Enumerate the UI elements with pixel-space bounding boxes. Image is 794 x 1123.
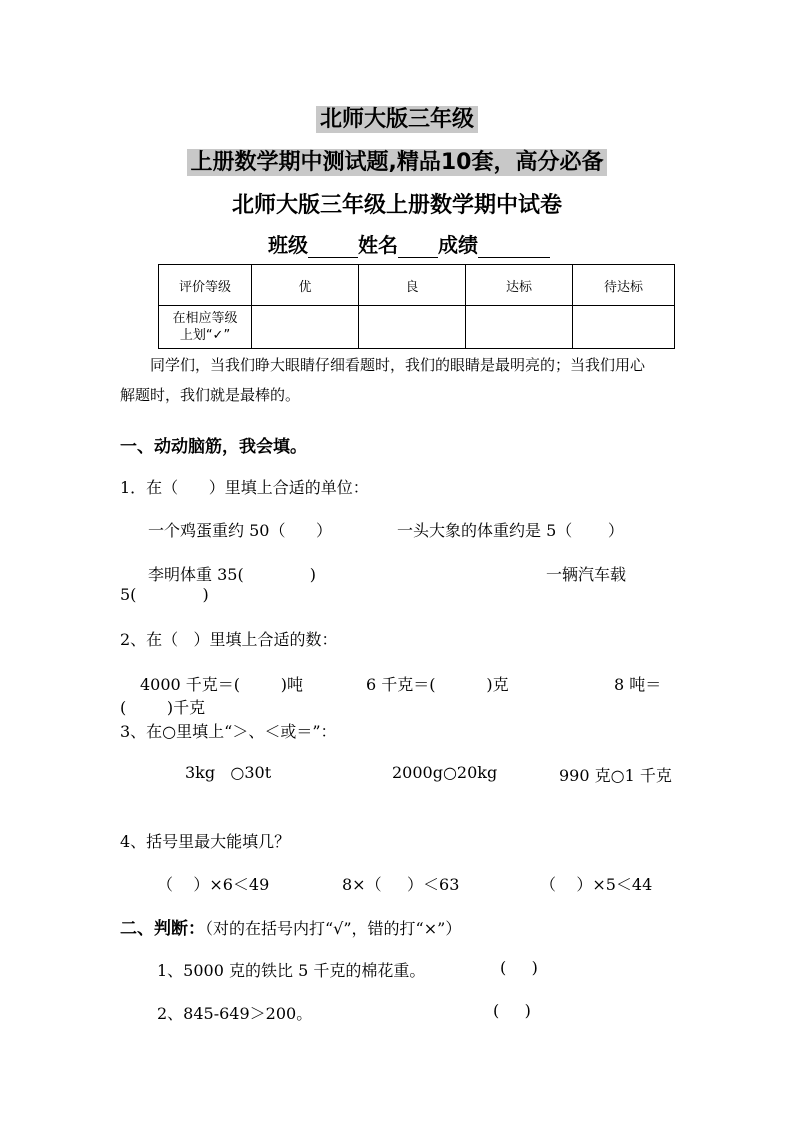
question-1d: 一辆汽车载 bbox=[546, 565, 627, 584]
question-4a: （ ）×6＜49 bbox=[157, 875, 270, 894]
question-1: 1．在（ ）里填上合适的单位： bbox=[120, 478, 369, 497]
question-1c: 李明体重 35( ) bbox=[148, 565, 317, 584]
question-3c: 990 克○1 千克 bbox=[559, 766, 672, 785]
score-blank[interactable] bbox=[478, 239, 550, 258]
question-2d: ( )千克 bbox=[120, 698, 206, 717]
section-2-title bbox=[120, 914, 461, 939]
title-line-1 bbox=[0, 102, 794, 133]
question-2: 2、在（ ）里填上合适的数： bbox=[120, 630, 338, 649]
judgement-1-answer[interactable]: ( ) bbox=[500, 958, 538, 977]
section-2-title-bold: 二、判断： bbox=[120, 919, 205, 939]
title-line-2-text: 上册数学期中测试题,精品10套，高分必备 bbox=[187, 149, 608, 176]
question-4: 4、括号里最大能填几？ bbox=[120, 832, 291, 851]
table-cell: 达标 bbox=[466, 265, 573, 306]
mark-cell[interactable] bbox=[573, 306, 675, 349]
question-1b: 一头大象的体重约是 5（ ） bbox=[397, 521, 624, 540]
title-line-1-text: 北师大版三年级 bbox=[316, 106, 478, 133]
question-3a: 3kg ○30t bbox=[185, 763, 272, 782]
table-cell: 评价等级 bbox=[159, 265, 252, 306]
question-3: 3、在○里填上“＞、＜或＝”： bbox=[120, 722, 337, 741]
student-info-line bbox=[268, 229, 550, 258]
question-2c: 8 吨＝ bbox=[614, 675, 662, 694]
intro-line-2: 解题时，我们就是最棒的。 bbox=[120, 386, 301, 404]
question-1e: 5( ) bbox=[120, 585, 209, 604]
table-row bbox=[159, 265, 675, 306]
title-line-3: 北师大版三年级上册数学期中试卷 bbox=[231, 193, 562, 218]
table-row bbox=[159, 306, 675, 349]
section-2-title-rest: （对的在括号内打“√”，错的打“×”） bbox=[205, 919, 462, 938]
judgement-1: 1、5000 克的铁比 5 千克的棉花重。 bbox=[157, 961, 426, 980]
table-cell-label bbox=[159, 306, 252, 349]
mark-cell[interactable] bbox=[359, 306, 466, 349]
evaluation-table bbox=[158, 264, 675, 349]
question-2b: 6 千克＝( )克 bbox=[366, 675, 509, 694]
intro-line-1: 同学们，当我们睁大眼睛仔细看题时，我们的眼睛是最明亮的；当我们用心 bbox=[150, 356, 646, 374]
class-label: 班级 bbox=[268, 233, 308, 257]
row-label-line-b: 上划“✓” bbox=[179, 328, 231, 343]
judgement-2: 2、845-649＞200。 bbox=[157, 1004, 313, 1023]
table-cell: 优 bbox=[252, 265, 359, 306]
section-1-title: 一、动动脑筋，我会填。 bbox=[120, 437, 307, 457]
score-label: 成绩 bbox=[438, 233, 478, 257]
judgement-2-answer[interactable]: ( ) bbox=[493, 1001, 531, 1020]
row-label-line-a: 在相应等级 bbox=[172, 311, 238, 326]
name-blank[interactable] bbox=[398, 239, 438, 258]
question-2a: 4000 千克＝( )吨 bbox=[140, 675, 303, 694]
mark-cell[interactable] bbox=[466, 306, 573, 349]
table-cell: 待达标 bbox=[573, 265, 675, 306]
question-3b: 2000g○20kg bbox=[392, 763, 498, 782]
mark-cell[interactable] bbox=[252, 306, 359, 349]
table-cell: 良 bbox=[359, 265, 466, 306]
class-blank[interactable] bbox=[308, 239, 358, 258]
question-4c: （ ）×5＜44 bbox=[540, 875, 653, 894]
name-label: 姓名 bbox=[358, 233, 398, 257]
question-1a: 一个鸡蛋重约 50（ ） bbox=[148, 521, 332, 540]
question-4b: 8×（ ）＜63 bbox=[342, 875, 460, 894]
title-line-2 bbox=[0, 145, 794, 176]
